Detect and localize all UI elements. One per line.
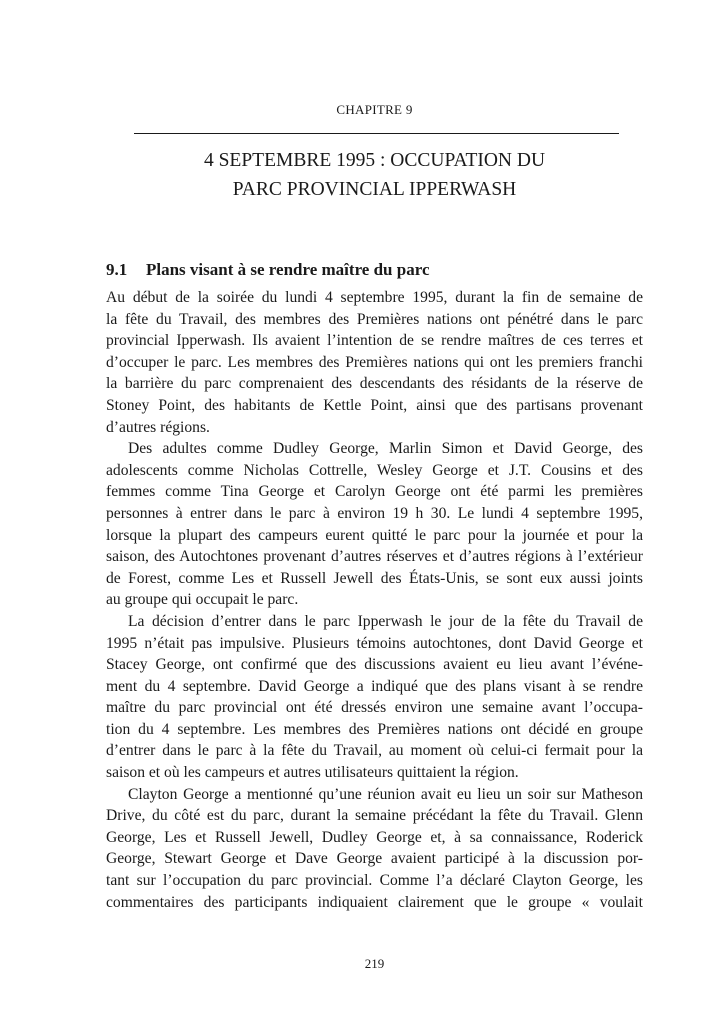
text-line: de Forest, comme Les et Russell Jewell des États-Unis, se sont eux aussi joints: [106, 569, 643, 587]
text-line: tion du 4 septembre. Les membres des Premières nations ont décidé en groupe: [106, 720, 643, 738]
paragraph: [106, 438, 643, 611]
text-line: maître du parc provincial ont été dressés environ une semaine avant l’occupa-: [106, 699, 643, 717]
section-title: Plans visant à se rendre maître du parc: [146, 260, 430, 279]
text-line: d’entrer dans le parc à la fête du Travail, au moment où celui-ci fermait pour la: [106, 742, 643, 760]
text-line: saison, des Autochtones provenant d’autres réserves et d’autres régions à l’extérieur: [106, 548, 643, 566]
paragraph: [106, 611, 643, 784]
text-line: lorsque la plupart des campeurs eurent quitté le parc pour la journée et pour la: [106, 526, 643, 544]
body-text: [106, 287, 643, 913]
text-line: la barrière du parc comprenaient des descendants des résidants de la réserve de: [106, 375, 643, 393]
text-line: tant sur l’occupation du parc provincial. Comme l’a déclaré Clayton George, les: [106, 872, 643, 890]
chapter-title-line-2: PARC PROVINCIAL IPPERWASH: [232, 179, 517, 200]
text-line: adolescents comme Nicholas Cottrelle, Wesley George et J.T. Cousins et des: [106, 461, 643, 479]
section-heading: [106, 258, 643, 282]
chapter-title-line-1: 4 SEPTEMBRE 1995 : OCCUPATION DU: [203, 150, 546, 171]
document-page: [106, 0, 643, 1024]
chapter-label: CHAPITRE 9: [336, 102, 413, 117]
text-line: Drive, du côté est du parc, durant la semaine précédant la fête du Travail. Glenn: [106, 807, 643, 825]
text-line: Des adultes comme Dudley George, Marlin Simon et David George, des: [128, 440, 643, 458]
chapter-title: [106, 146, 643, 204]
text-line: femmes comme Tina George et Carolyn George ont été parmi les premières: [106, 483, 643, 501]
section-number: 9.1: [106, 260, 128, 279]
text-line: personnes à entrer dans le parc à environ 19 h 30. Le lundi 4 septembre 1995,: [106, 504, 643, 522]
text-line: provincial Ipperwash. Ils avaient l’intention de se rendre maîtres de ces terres et: [106, 332, 643, 350]
text-line: La décision d’entrer dans le parc Ipperwash le jour de la fête du Travail de: [128, 612, 643, 630]
text-line: George, Stewart George et Dave George avaient participé à la discussion por-: [106, 850, 643, 868]
text-line: d’occuper le parc. Les membres des Premières nations qui ont les premiers franchi: [106, 353, 643, 371]
text-line: la fête du Travail, des membres des Premières nations ont pénétré dans le parc: [106, 310, 643, 328]
text-line: ment du 4 septembre. David George a indiqué que des plans visant à se rendre: [106, 677, 643, 695]
text-line: George, Les et Russell Jewell, Dudley George et, à sa connaissance, Roderick: [106, 828, 643, 846]
text-line: Clayton George a mentionné qu’une réunion avait eu lieu un soir sur Matheson: [128, 785, 643, 803]
text-line: Stoney Point, des habitants de Kettle Point, ainsi que des partisans provenant: [106, 396, 643, 414]
paragraph: [106, 287, 643, 438]
text-line: commentaires des participants indiquaient clairement que le groupe « voulait: [106, 893, 643, 911]
text-line: d’autres régions.: [106, 418, 210, 436]
header-rule: [134, 133, 619, 134]
text-line: au groupe qui occupait le parc.: [106, 591, 299, 609]
text-line: Au début de la soirée du lundi 4 septembre 1995, durant la fin de semaine de: [106, 289, 643, 306]
text-line: saison et où les campeurs et autres utilisateurs quittaient la région.: [106, 764, 519, 782]
paragraph: [106, 784, 643, 914]
text-line: Stacey George, ont confirmé que des discussions avaient eu lieu avant l’événe-: [106, 656, 643, 674]
text-line: 1995 n’était pas impulsive. Plusieurs témoins autochtones, dont David George et: [106, 634, 643, 652]
page-number: 219: [364, 956, 385, 971]
